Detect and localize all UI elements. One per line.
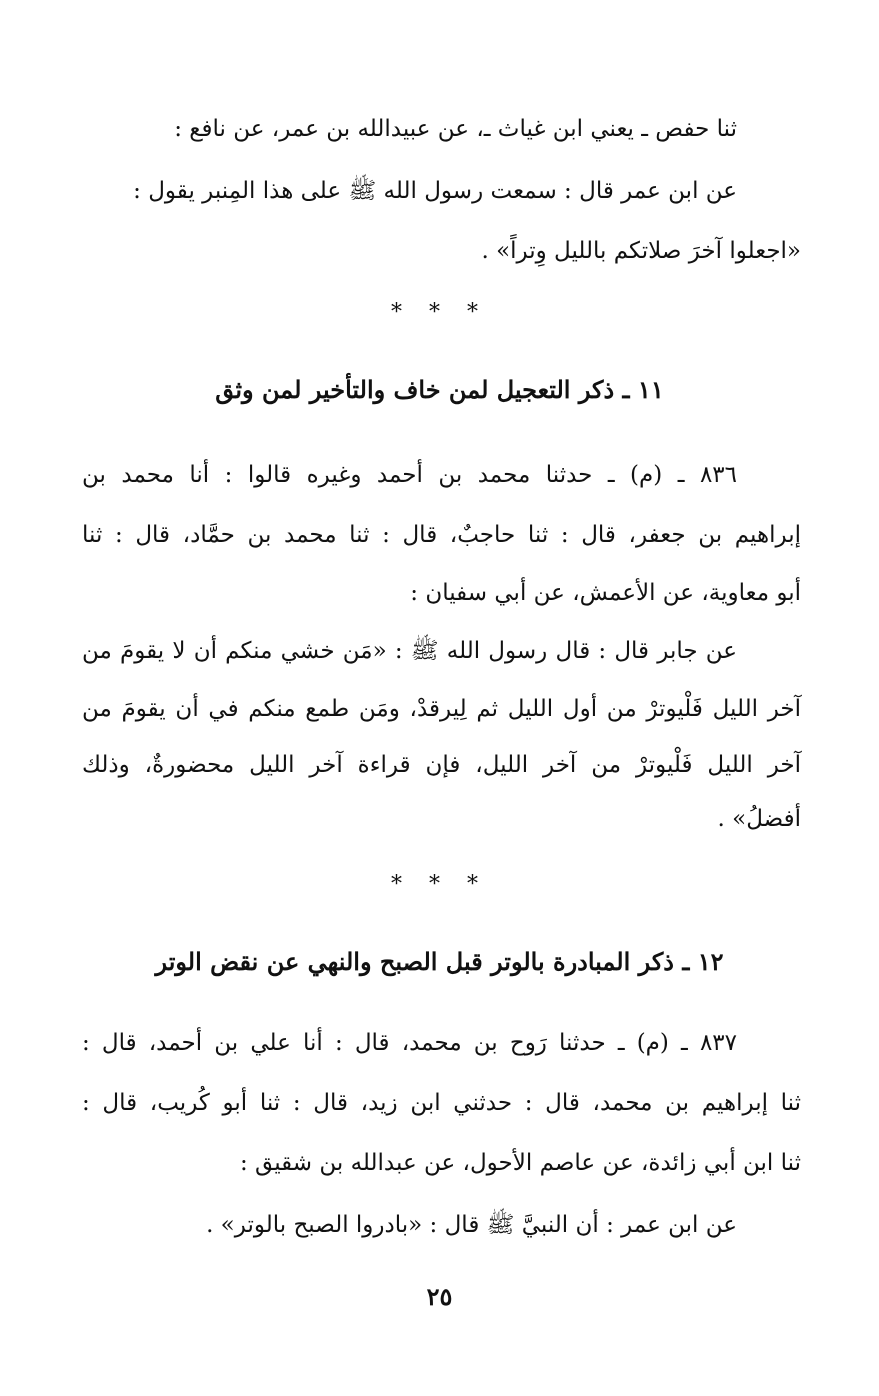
section-separator: * * * — [391, 300, 488, 325]
matn-line: عن جابر قال : قال رسول الله ﷺ : «مَن خشي منكم أن لا يقومَ من — [82, 638, 737, 664]
isnad-line: ٨٣٧ ـ (م) ـ حدثنا رَوح بن محمد، قال : أنا علي بن أحمد، قال : — [82, 1030, 737, 1056]
isnad-line: ثنا ابن أبي زائدة، عن عاصم الأحول، عن عبدالله بن شقيق : — [239, 1150, 801, 1176]
chain-line: ثنا حفص ـ يعني ابن غياث ـ، عن عبيدالله بن عمر، عن نافع : — [174, 116, 737, 142]
isnad-line: ٨٣٦ ـ (م) ـ حدثنا محمد بن أحمد وغيره قالوا : أنا محمد بن — [82, 462, 737, 488]
matn-line: عن ابن عمر : أن النبيَّ ﷺ قال : «بادروا الصبح بالوتر» . — [206, 1212, 737, 1238]
matn-line: آخر الليل فَلْيوترْ من آخر الليل، فإن قراءة آخر الليل محضورةٌ، وذلك — [82, 752, 801, 778]
isnad-line: ثنا إبراهيم بن محمد، قال : حدثني ابن زيد، قال : ثنا أبو كُريب، قال : — [82, 1090, 801, 1116]
section-separator: * * * — [391, 872, 488, 897]
matn-line: عن ابن عمر قال : سمعت رسول الله ﷺ على هذا المِنبر يقول : — [133, 178, 737, 204]
page-number: ٢٥ — [426, 1282, 453, 1311]
section-heading: ١٢ ـ ذكر المبادرة بالوتر قبل الصبح والنهي عن نقض الوتر — [155, 947, 724, 976]
matn-line: أفضلُ» . — [717, 806, 801, 832]
isnad-line: أبو معاوية، عن الأعمش، عن أبي سفيان : — [410, 580, 801, 606]
matn-line: «اجعلوا آخرَ صلاتكم بالليل وِتراً» . — [481, 238, 801, 264]
isnad-line: إبراهيم بن جعفر، قال : ثنا حاجبٌ، قال : ثنا محمد بن حمَّاد، قال : ثنا — [82, 522, 801, 548]
section-heading: ١١ ـ ذكر التعجيل لمن خاف والتأخير لمن وثق — [215, 375, 664, 404]
matn-line: آخر الليل فَلْيوترْ من أول الليل ثم لِيرقدْ، ومَن طمع منكم في أن يقومَ من — [82, 696, 801, 722]
